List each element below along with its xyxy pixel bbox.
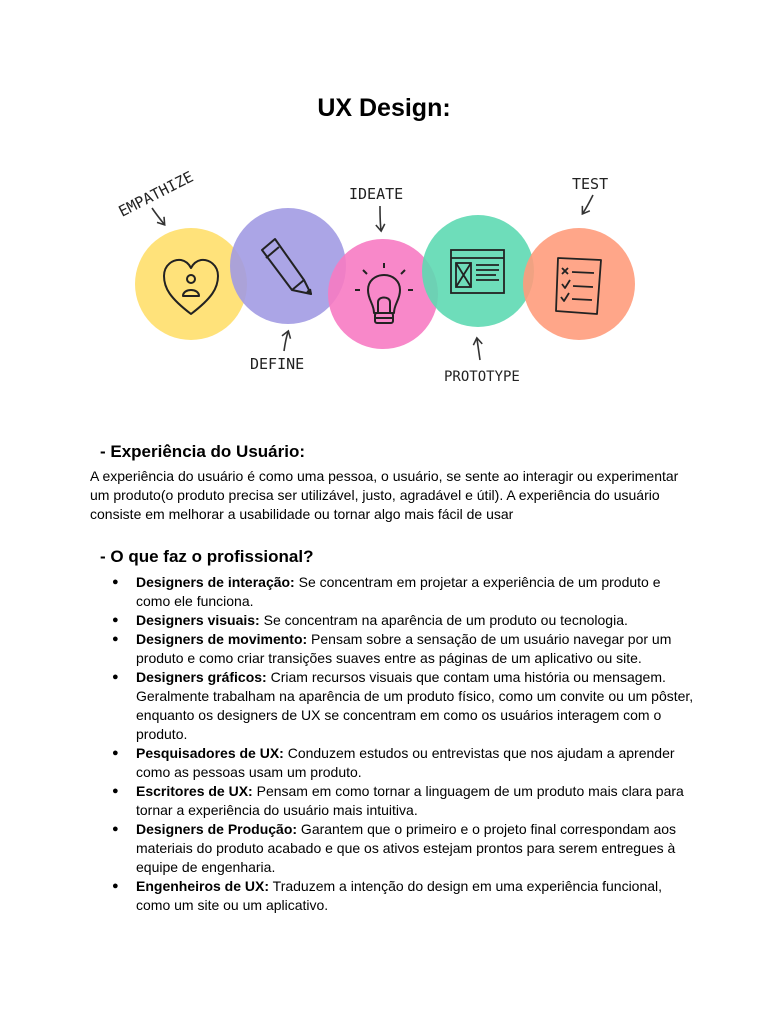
page-title: UX Design:: [317, 94, 451, 122]
design-thinking-diagram: [0, 0, 768, 420]
section-heading-user-experience: - Experiência do Usuário:: [100, 442, 305, 461]
prototype-arrow: [477, 339, 480, 360]
empathize-arrow: [152, 208, 164, 224]
test-circle: [523, 228, 635, 340]
empathize-label: EMPATHIZE: [115, 167, 197, 221]
role-term: Escritores de UX:: [136, 783, 253, 799]
role-description: Pensam em como tornar a linguagem de um produto mais clara para tornar a experiência do usuário mais intuitiva.: [136, 783, 684, 818]
list-item: [136, 782, 696, 820]
list-item: [136, 744, 696, 782]
role-term: Designers gráficos:: [136, 669, 267, 685]
list-item: [136, 820, 696, 877]
prototype-label: PROTOTYPE: [444, 369, 520, 385]
ideate-circle: [328, 239, 438, 349]
list-item: [136, 668, 696, 744]
section-heading-professional: - O que faz o profissional?: [100, 547, 314, 566]
roles-list: [136, 573, 696, 915]
role-term: Designers visuais:: [136, 612, 260, 628]
user-experience-paragraph: A experiência do usuário é como uma pessoa, o usuário, se sente ao interagir ou experimentar um produto(o produto precisa ser utilizável, justo, agradável e útil). A experiência do usuário consiste em melhorar a usabilidade ou tornar algo mais fácil de usar: [90, 468, 679, 522]
define-arrow: [284, 332, 288, 351]
list-item: [136, 877, 696, 915]
ideate-label: IDEATE: [349, 185, 404, 203]
role-term: Designers de movimento:: [136, 631, 308, 647]
role-description: Se concentram na aparência de um produto ou tecnologia.: [259, 612, 628, 628]
ideate-arrow: [380, 206, 381, 230]
role-term: Engenheiros de UX:: [136, 878, 270, 894]
list-item: [136, 611, 696, 630]
role-term: Designers de interação:: [136, 574, 295, 590]
test-label: TEST: [572, 175, 609, 193]
list-item: [136, 573, 696, 611]
role-description: Conduzem estudos ou entrevistas que nos ajudam a aprender como as pessoas usam um produto.: [136, 745, 675, 780]
role-description: Traduzem a intenção do design em uma experiência funcional, como um site ou um aplicativo.: [136, 878, 663, 913]
role-description: Criam recursos visuais que contam uma história ou mensagem. Geralmente trabalham na aparência de um produto físico, como um convite ou um pôster, enquanto os designers de UX se concentram em como os usuários interagem com o produto.: [136, 669, 694, 742]
define-circle: [230, 208, 346, 324]
prototype-circle: [422, 215, 534, 327]
role-term: Designers de Produção:: [136, 821, 298, 837]
define-label: DEFINE: [250, 355, 305, 373]
role-description: Se concentram em projetar a experiência de um produto e como ele funciona.: [136, 574, 661, 609]
role-term: Pesquisadores de UX:: [136, 745, 284, 761]
role-description: Garantem que o primeiro e o projeto final correspondam aos materiais do produto acabado e que os ativos estejam prontos para serem entregues à equipe de engenharia.: [136, 821, 677, 875]
test-arrow: [583, 195, 593, 213]
role-description: Pensam sobre a sensação de um usuário navegar por um produto e como criar transições suaves entre as páginas de um aplicativo ou site.: [136, 631, 672, 666]
list-item: [136, 630, 696, 668]
